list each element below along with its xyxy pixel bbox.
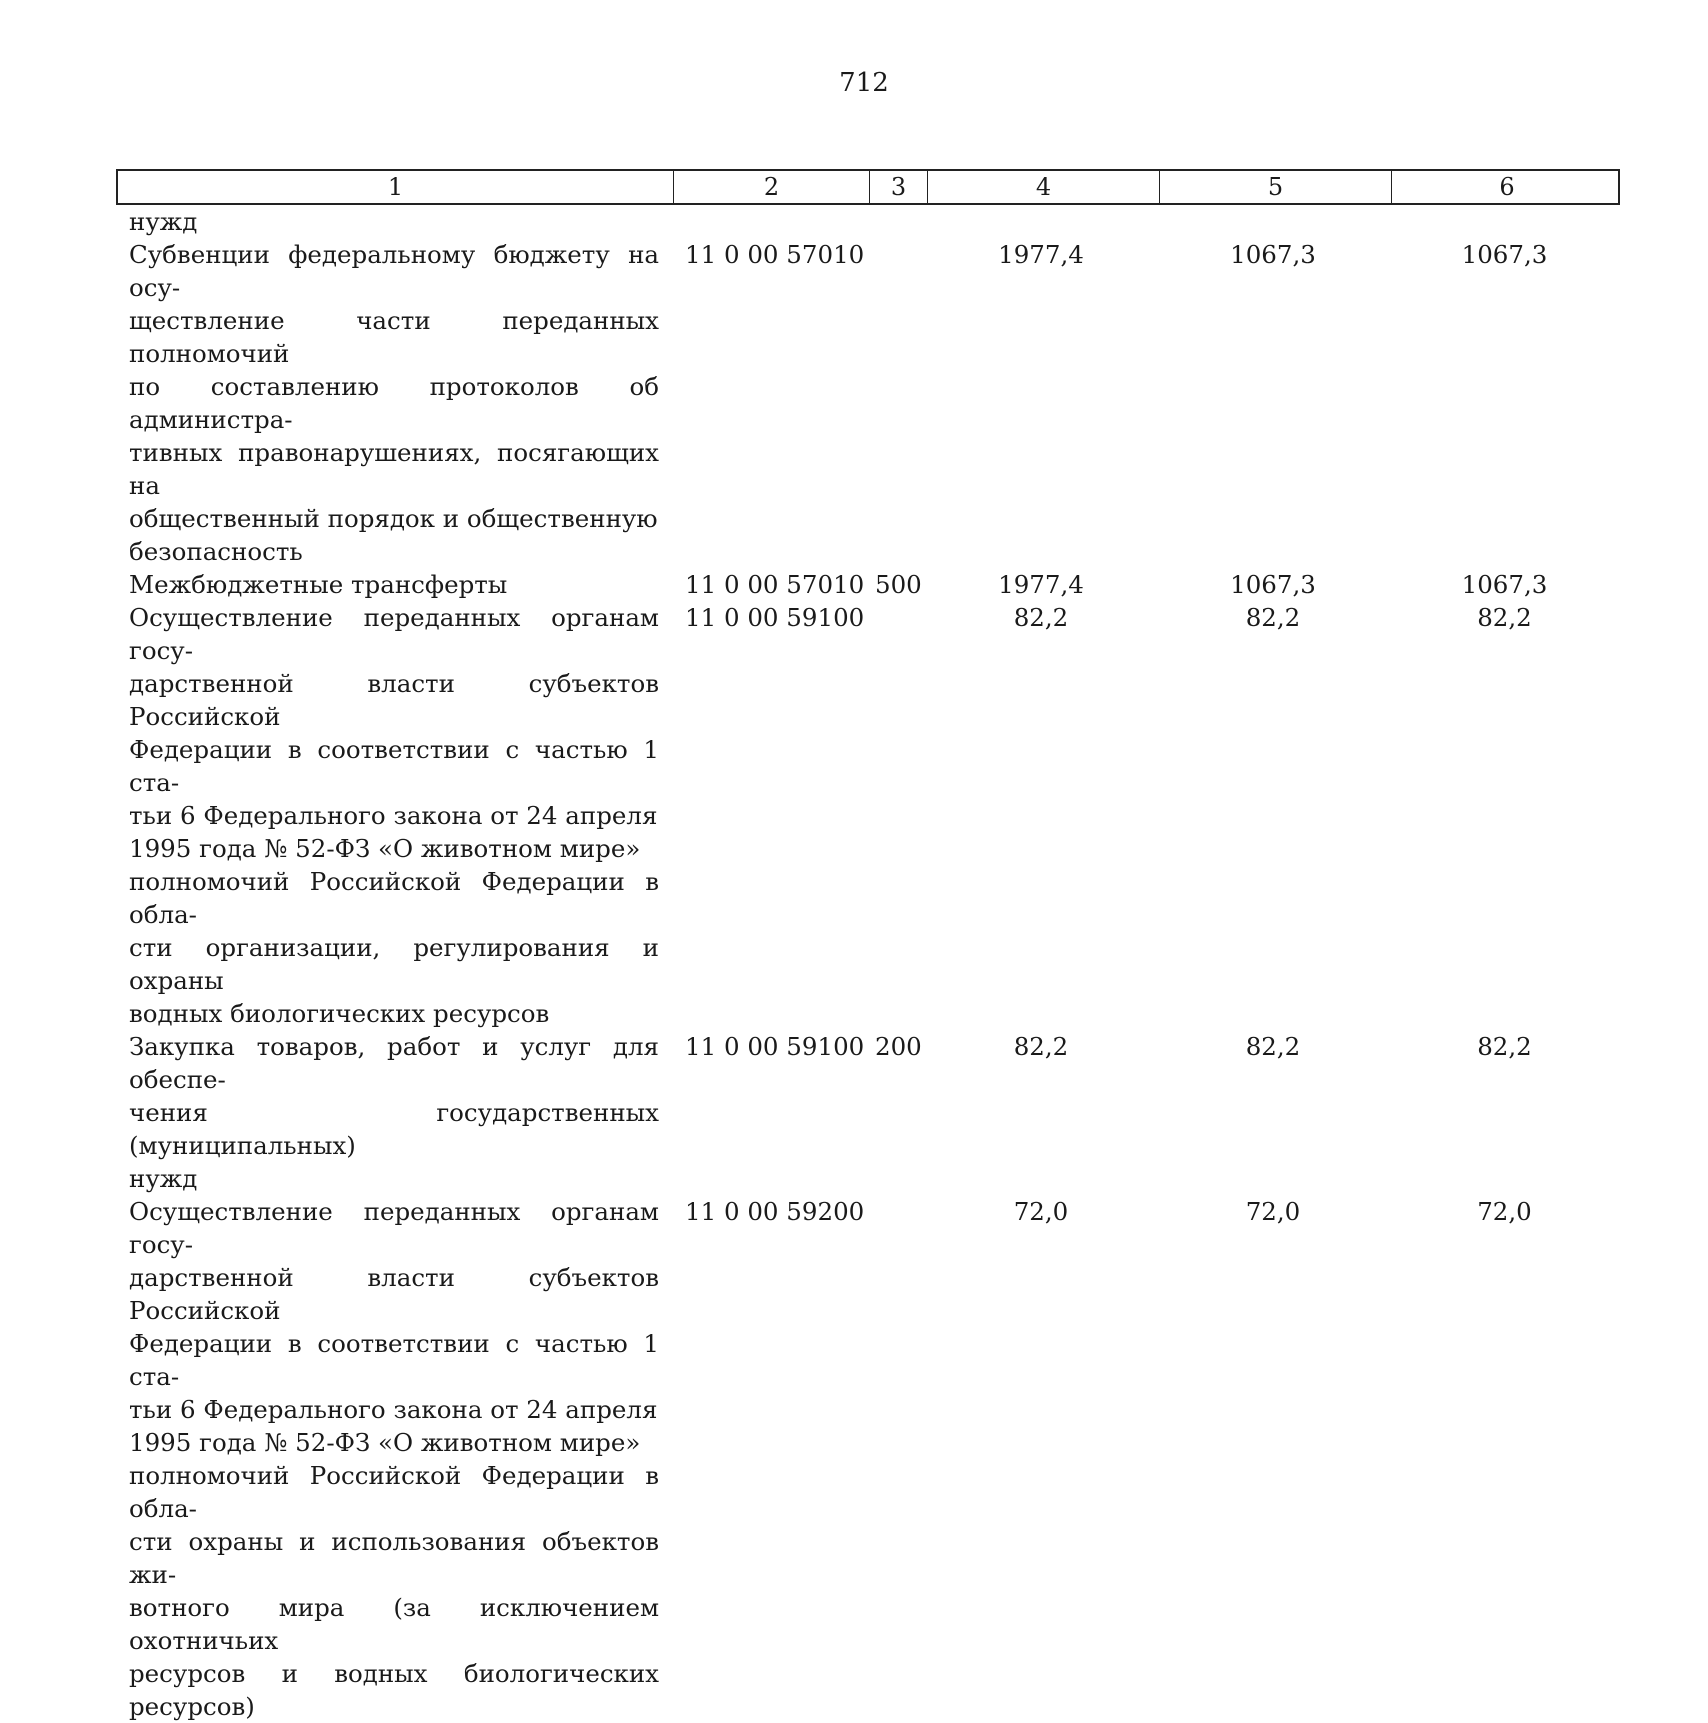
row-type bbox=[867, 238, 925, 568]
row-value-6: 72,0 bbox=[1477, 1197, 1532, 1226]
column-header-1: 1 bbox=[387, 173, 404, 201]
table-row bbox=[116, 1030, 1620, 1195]
budget-table bbox=[116, 169, 1620, 1723]
row-name: Осуществление переданных органам госу- дарственной власти субъектов Российской Федерации в соответствии с частью 1 ста- тьи 6 Федерального закона от 24 апреля 1995 года № 52-ФЗ «О животном мире» полномочий Российской Федерации в обла- сти организации, регулирования и охраны водных биологических ресурсов bbox=[129, 603, 659, 1028]
row-value-5: 82,2 bbox=[1245, 1032, 1301, 1061]
row-code bbox=[671, 205, 867, 238]
column-header-4: 4 bbox=[927, 171, 1159, 203]
row-value-4: 72,0 bbox=[1013, 1197, 1069, 1226]
row-value-4 bbox=[925, 205, 1157, 238]
row-name: Закупка товаров, работ и услуг для обеспе- чения государственных (муниципальных) нужд bbox=[129, 1032, 659, 1193]
row-value-4: 82,2 bbox=[1013, 603, 1069, 632]
row-value-6: 82,2 bbox=[1477, 1032, 1532, 1061]
row-value-6: 1067,3 bbox=[1461, 570, 1548, 599]
row-code: 11 0 00 59100 bbox=[685, 1032, 865, 1061]
row-name: Осуществление переданных органам госу- дарственной власти субъектов Российской Федерации в соответствии с частью 1 ста- тьи 6 Федерального закона от 24 апреля 1995 года № 52-ФЗ «О животном мире» полномочий Российской Федерации в обла- сти охраны и использования объектов жи- вотного мира (за исключением охотничьих ресурсов и водных биологических ресурсов) bbox=[129, 1197, 659, 1721]
column-header-2: 2 bbox=[673, 171, 869, 203]
row-name: Субвенции федеральному бюджету на осу- ществление части переданных полномочий по составлению протоколов об администра- тивных правонарушениях, посягающих на общественный порядок и общественную безопасность bbox=[129, 240, 659, 566]
column-header-6: 6 bbox=[1391, 171, 1622, 203]
row-value-5: 82,2 bbox=[1245, 603, 1301, 632]
row-value-5 bbox=[1157, 205, 1389, 238]
row-code: 11 0 00 59200 bbox=[685, 1197, 865, 1226]
row-value-6 bbox=[1389, 205, 1620, 238]
row-value-5: 72,0 bbox=[1245, 1197, 1301, 1226]
row-type: 500 bbox=[875, 570, 922, 599]
table-row bbox=[116, 205, 1620, 238]
row-value-6: 82,2 bbox=[1477, 603, 1532, 632]
table-row bbox=[116, 568, 1620, 601]
table-row bbox=[116, 601, 1620, 1030]
row-type bbox=[867, 601, 925, 1030]
row-code: 11 0 00 59100 bbox=[685, 603, 865, 632]
row-code: 11 0 00 57010 bbox=[685, 240, 865, 269]
row-type bbox=[867, 1195, 925, 1723]
row-value-6: 1067,3 bbox=[1461, 240, 1548, 269]
page-number: 712 bbox=[839, 68, 889, 98]
row-value-5: 1067,3 bbox=[1230, 240, 1316, 269]
row-value-4: 1977,4 bbox=[998, 240, 1084, 269]
row-code: 11 0 00 57010 bbox=[685, 570, 865, 599]
row-value-4: 1977,4 bbox=[998, 570, 1084, 599]
row-name: нужд bbox=[129, 207, 198, 236]
column-header-5: 5 bbox=[1159, 171, 1391, 203]
row-type: 200 bbox=[875, 1032, 922, 1061]
table-row bbox=[116, 1195, 1620, 1723]
row-value-4: 82,2 bbox=[1013, 1032, 1069, 1061]
table-header-row bbox=[116, 169, 1620, 205]
row-type bbox=[867, 205, 925, 238]
column-header-3: 3 bbox=[869, 171, 927, 203]
table-row bbox=[116, 238, 1620, 568]
row-name: Межбюджетные трансферты bbox=[129, 570, 508, 599]
row-value-5: 1067,3 bbox=[1230, 570, 1316, 599]
